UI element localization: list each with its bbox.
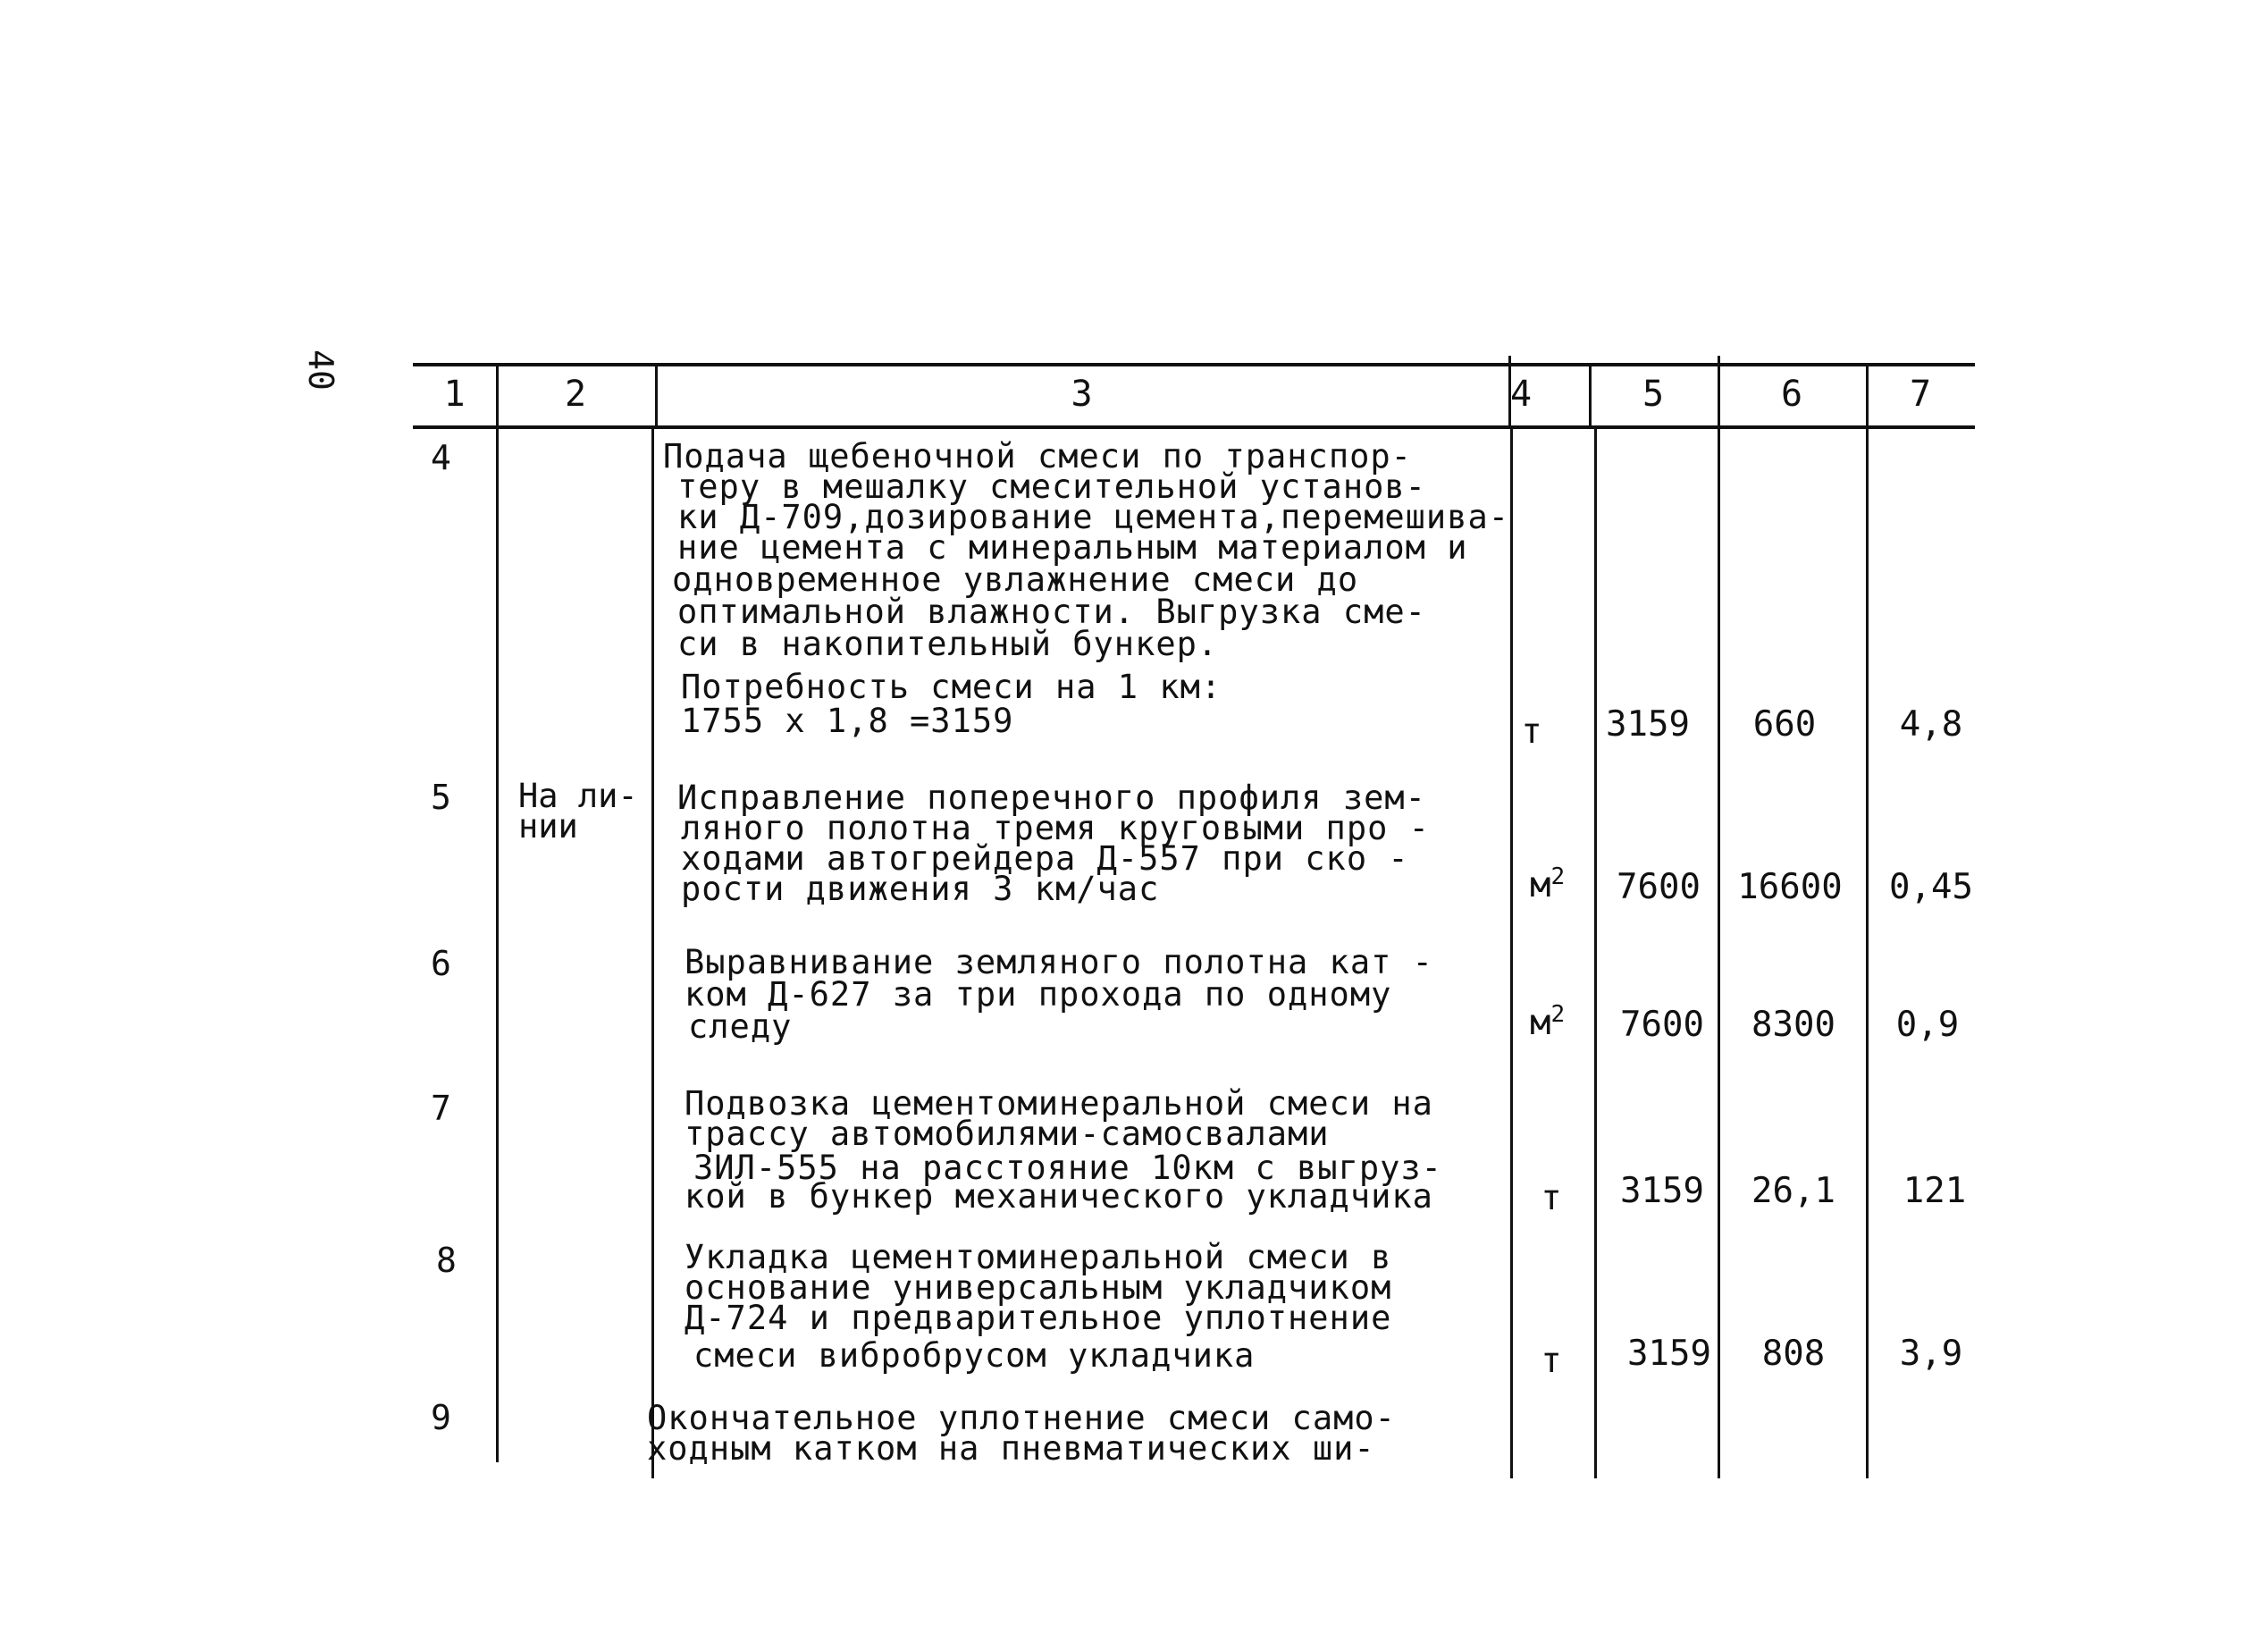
quantity-cell: 7600 (1617, 867, 1701, 907)
row-description-line: ки Д-709,дозирование цемента,перемешива- (677, 498, 1510, 536)
col-divider (1866, 427, 1869, 1478)
unit-value: м (1530, 1003, 1551, 1043)
header-cell: 7 (1909, 374, 1932, 415)
row-description-line: кой в бункер механического укладчика (685, 1177, 1433, 1216)
row-description-line: Укладка цементоминеральной смеси в (685, 1238, 1392, 1276)
page-number: 40 (300, 349, 340, 391)
header-cell: 1 (443, 374, 466, 415)
row-description-line: Потребность смеси на 1 км: (681, 668, 1222, 706)
unit-value: м (1530, 865, 1551, 905)
norm-cell: 808 (1761, 1334, 1826, 1374)
unit-superscript: 2 (1550, 1001, 1566, 1028)
quantity-cell: 3159 (1627, 1334, 1711, 1374)
value-cell: 4,8 (1899, 704, 1963, 745)
row-description-line: ком Д-627 за три прохода по одному (685, 975, 1392, 1014)
header-cell: 4 (1510, 374, 1533, 415)
col-divider (651, 427, 654, 1478)
row-description-line: си в накопительный бункер. (677, 625, 1219, 663)
table-top-rule (413, 363, 1975, 366)
col-divider (1510, 427, 1513, 1478)
value-cell: 121 (1903, 1171, 1967, 1211)
row-number: 6 (431, 944, 451, 983)
location-note: На ли- нии (518, 777, 638, 846)
value-cell: 0,45 (1889, 867, 1973, 907)
row-description-line: ЗИЛ-555 на расстояние 10км с выгруз- (693, 1149, 1442, 1187)
row-description-line: рости движения 3 км/час (681, 870, 1160, 908)
row-description-line: Исправление поперечного профиля зем- (677, 779, 1426, 817)
row-number: 5 (431, 778, 451, 817)
row-description-line: основание универсальным укладчиком (685, 1268, 1392, 1307)
header-cell: 2 (564, 374, 587, 415)
quantity-cell: 7600 (1620, 1005, 1704, 1045)
row-number: 4 (431, 438, 451, 477)
row-description-line: Выравнивание земляного полотна кат - (685, 943, 1433, 981)
unit-cell (1514, 711, 1550, 752)
row-description-line: Подача щебеночной смеси по транспор- (663, 437, 1412, 476)
col-divider (1594, 427, 1597, 1478)
row-number: 7 (431, 1089, 451, 1128)
norm-cell: 8300 (1751, 1005, 1835, 1045)
unit-cell (1530, 1001, 1583, 1043)
quantity-cell: 3159 (1606, 704, 1690, 745)
header-cell: 5 (1642, 374, 1665, 415)
quantity-cell: 3159 (1620, 1171, 1704, 1211)
norm-cell: 660 (1752, 704, 1817, 745)
unit-value: т (1541, 1341, 1562, 1381)
unit-value: т (1521, 711, 1542, 752)
unit-cell (1533, 1178, 1569, 1218)
norm-cell: 16600 (1737, 867, 1843, 907)
value-cell: 0,9 (1895, 1005, 1960, 1045)
unit-superscript: 2 (1550, 863, 1566, 890)
row-description-line: Подвозка цементоминеральной смеси на (685, 1084, 1433, 1123)
row-number: 9 (431, 1398, 451, 1437)
row-description-line: ходным катком на пневматических ши- (647, 1429, 1375, 1468)
row-description-line: смеси вибробрусом укладчика (693, 1336, 1256, 1375)
row-description-line: оптимальной влажности. Выгрузка сме- (677, 593, 1426, 631)
row-description-line: Окончательное уплотнение смеси само- (647, 1399, 1396, 1437)
norm-cell: 26,1 (1751, 1171, 1835, 1211)
row-description-line: Д-724 и предварительное уплотнение (685, 1299, 1392, 1337)
row-description-line: ние цемента с минеральным материалом и (677, 528, 1468, 567)
col-divider (1718, 427, 1720, 1478)
header-cell: 3 (1071, 374, 1093, 415)
row-description-line: ляного полотна тремя круговыми про - (681, 809, 1430, 847)
unit-cell (1533, 1341, 1569, 1381)
row-description-line: трассу автомобилями-самосвалами (685, 1115, 1330, 1153)
table-header-rule (413, 425, 1975, 429)
row-number: 8 (436, 1241, 457, 1280)
row-description-line: 1755 x 1,8 =3159 (681, 702, 1014, 740)
row-description-line: следу (688, 1007, 793, 1046)
value-cell: 3,9 (1899, 1334, 1963, 1374)
row-description-line: теру в мешалку смесительной установ- (677, 467, 1426, 506)
row-description-line: ходами автогрейдера Д-557 при ско - (681, 839, 1409, 878)
row-description-line: одновременное увлажнение смеси до (672, 560, 1359, 599)
unit-cell (1530, 863, 1583, 905)
header-cell: 6 (1780, 374, 1803, 415)
unit-value: т (1541, 1178, 1562, 1218)
col-divider (496, 427, 499, 1462)
